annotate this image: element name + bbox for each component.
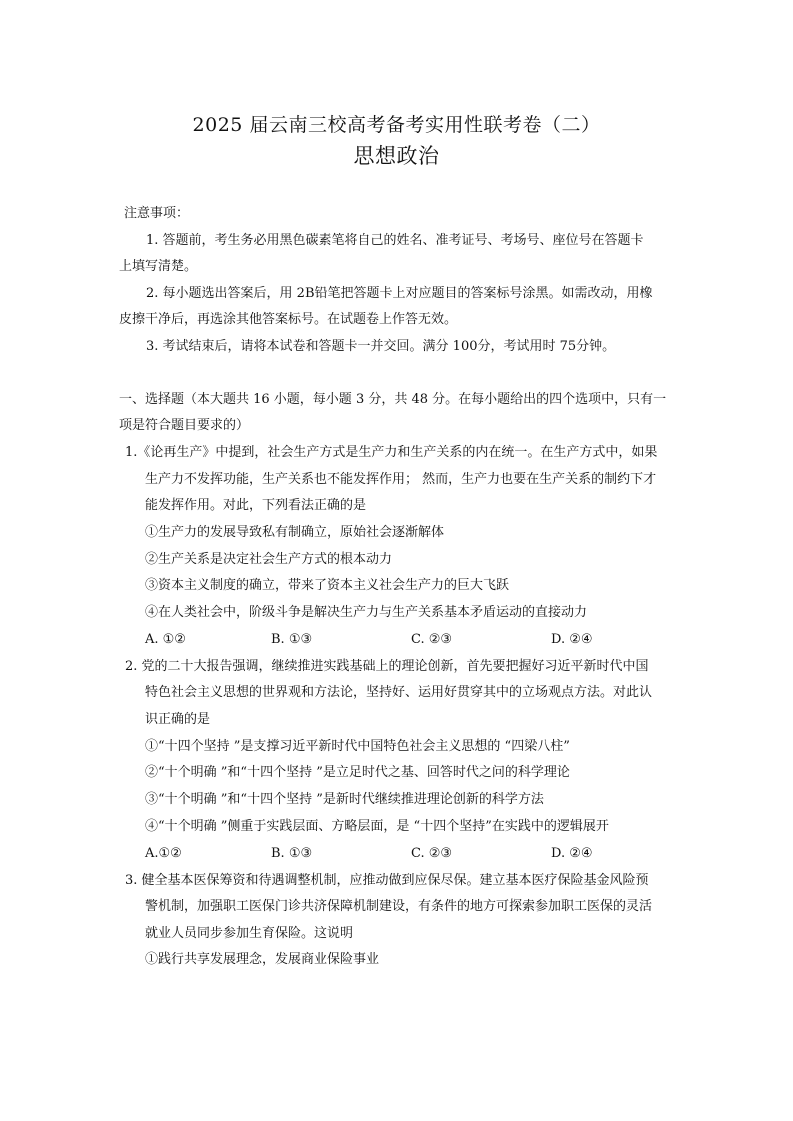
q1-option-a: A. ①② (145, 632, 186, 647)
exam-title: 2025 届云南三校高考备考实用性联考卷（二） (192, 114, 601, 136)
q2-stem-2: 特色社会主义思想的世界观和方法论，坚持好、运用好贯穿其中的立场观点方法。对此认 (145, 685, 653, 700)
q2-option-a: A.①② (145, 846, 182, 861)
notice-heading: 注意事项： (124, 206, 190, 221)
notice-item-1-cont: 上填写清楚。 (119, 259, 198, 274)
q1-option-c: C. ②③ (411, 632, 453, 647)
q1-option-d: D. ②④ (551, 632, 593, 647)
q1-statement-4: ④在人类社会中，阶级斗争是解决生产力与生产关系基本矛盾运动的直接动力 (145, 605, 588, 620)
q2-statement-1: ①“十四个坚持 ”是支撑习近平新时代中国特色社会主义思想的 “四梁八柱” (145, 739, 570, 754)
q3-stem: 3. 健全基本医保筹资和待遇调整机制，应推动做到应保尽保。建立基本医疗保险基金风险预 (125, 873, 649, 888)
q2-option-d: D. ②④ (551, 846, 593, 861)
q2-stem-3: 识正确的是 (145, 712, 211, 727)
notice-item-1: 1. 答题前，考生务必用黑色碳素笔将自己的姓名、准考证号、考场号、座位号在答题卡 (146, 233, 644, 248)
notice-item-3: 3. 考试结束后，请将本试卷和答题卡一并交回。满分 100分，考试用时 75分钟。 (146, 339, 616, 354)
q1-statement-1: ①生产力的发展导致私有制确立，原始社会逐渐解体 (145, 525, 445, 540)
notice-item-2: 2. 每小题选出答案后，用 2B铅笔把答题卡上对应题目的答案标号涂黑。如需改动，用橡 (146, 286, 653, 301)
q3-stem-3: 就业人员同步参加生育保险。这说明 (145, 926, 354, 941)
section-heading: 一、选择题（本大题共 16 小题，每小题 3 分，共 48 分。在每小题给出的四个选项中，只有一 (119, 392, 667, 407)
q2-stem: 2. 党的二十大报告强调，继续推进实践基础上的理论创新，首先要把握好习近平新时代中国 (125, 659, 649, 674)
q3-statement-1: ①践行共享发展理念，发展商业保险事业 (145, 952, 380, 967)
exam-subject: 思想政治 (353, 144, 440, 168)
q3-stem-2: 警机制，加强职工医保门诊共济保障机制建设，有条件的地方可探索参加职工医保的灵活 (145, 899, 653, 914)
q2-option-c: C. ②③ (411, 846, 453, 861)
q1-statement-2: ②生产关系是决定社会生产方式的根本动力 (145, 552, 393, 567)
q2-statement-2: ②“十个明确 ”和“十四个坚持 ”是立足时代之基、回答时代之问的科学理论 (145, 765, 570, 780)
q2-statement-4: ④“十个明确 ”侧重于实践层面、方略层面，是 “十四个坚持”在实践中的逻辑展开 (145, 819, 609, 834)
q1-statement-3: ③资本主义制度的确立，带来了资本主义社会生产力的巨大飞跃 (145, 578, 510, 593)
section-heading-cont: 项是符合题目要求的） (119, 418, 250, 433)
q1-stem-2: 生产力不发挥功能，生产关系也不能发挥作用； 然而，生产力也要在生产关系的制约下才 (145, 472, 657, 487)
q1-stem: 1.《论再生产》中提到，社会生产方式是生产力和生产关系的内在统一。在生产方式中，如果 (125, 445, 658, 460)
q1-stem-3: 能发挥作用。对此，下列看法正确的是 (145, 498, 367, 513)
q2-option-b: B. ①③ (271, 846, 313, 861)
notice-item-2-cont: 皮擦干净后，再选涂其他答案标号。在试题卷上作答无效。 (119, 312, 458, 327)
q2-statement-3: ③“十个明确 ”和“十四个坚持 ”是新时代继续推进理论创新的科学方法 (145, 792, 544, 807)
q1-option-b: B. ①③ (271, 632, 313, 647)
